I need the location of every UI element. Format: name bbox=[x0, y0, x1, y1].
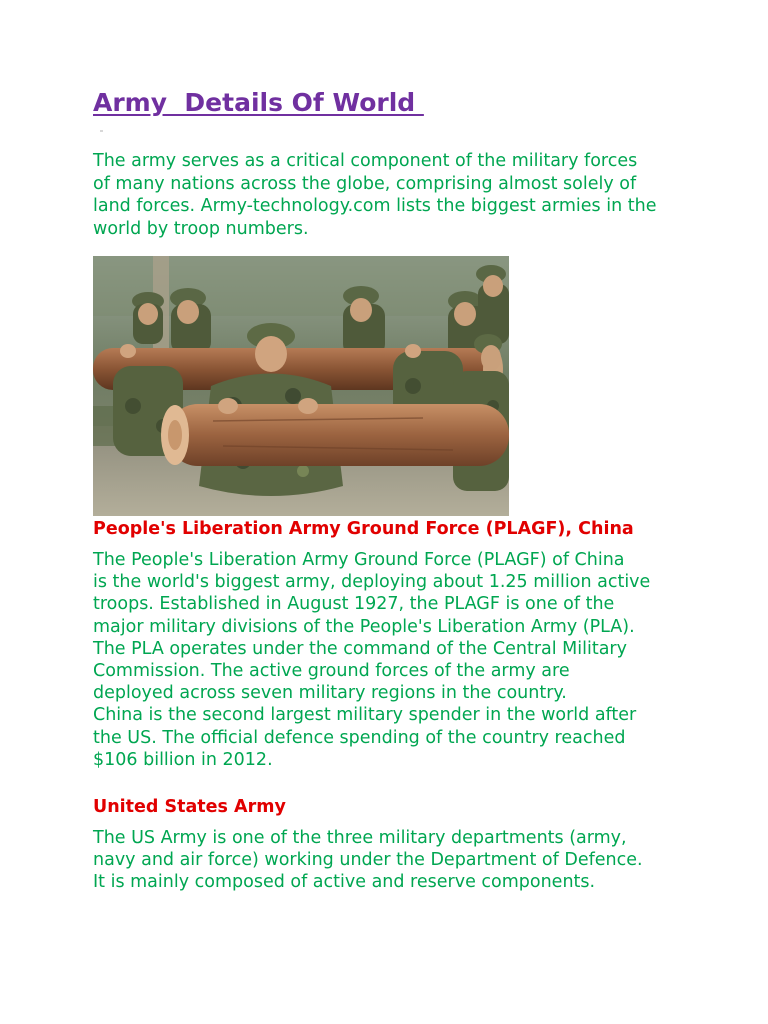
plagf-line-10: $106 billion in 2012. bbox=[93, 749, 273, 770]
plagf-line-6: Commission. The active ground forces of the army are bbox=[93, 661, 570, 681]
plagf-line-5: The PLA operates under the command of the Central Military bbox=[93, 638, 627, 659]
plagf-line-1: The People's Liberation Army Ground Force (PLAGF) of China bbox=[93, 550, 625, 570]
plagf-line-7: deployed across seven military regions in the country. bbox=[93, 683, 567, 704]
intro-line-2: of many nations across the globe, comprising almost solely of bbox=[93, 173, 637, 194]
us-army-line-3: It is mainly composed of active and reserve components. bbox=[93, 872, 596, 893]
plagf-line-3: troops. Established in August 1927, the PLAGF is one of the bbox=[93, 594, 615, 615]
plagf-line-9: the US. The official defence spending of the country reached bbox=[93, 727, 626, 748]
intro-line-3: land forces. Army-technology.com lists the biggest armies in the bbox=[93, 196, 657, 216]
soldiers-photo bbox=[93, 256, 509, 516]
plagf-line-2: is the world's biggest army, deploying about 1.25 million active bbox=[93, 572, 651, 593]
section-heading-us-army: United States Army bbox=[93, 797, 286, 817]
plagf-line-8: China is the second largest military spender in the world after bbox=[93, 705, 637, 726]
us-army-line-2: navy and air force) working under the Department of Defence. bbox=[93, 850, 643, 871]
intro-line-4: world by troop numbers. bbox=[93, 218, 309, 239]
us-army-line-1: The US Army is one of the three military departments (army, bbox=[93, 828, 627, 848]
plagf-line-4: major military divisions of the People's Liberation Army (PLA). bbox=[93, 616, 635, 637]
page-title: Army Details Of World bbox=[93, 88, 424, 117]
stray-mark bbox=[100, 130, 103, 132]
section-heading-plagf: People's Liberation Army Ground Force (PLAGF), China bbox=[93, 519, 634, 539]
intro-line-1: The army serves as a critical component of the military forces bbox=[93, 151, 638, 171]
